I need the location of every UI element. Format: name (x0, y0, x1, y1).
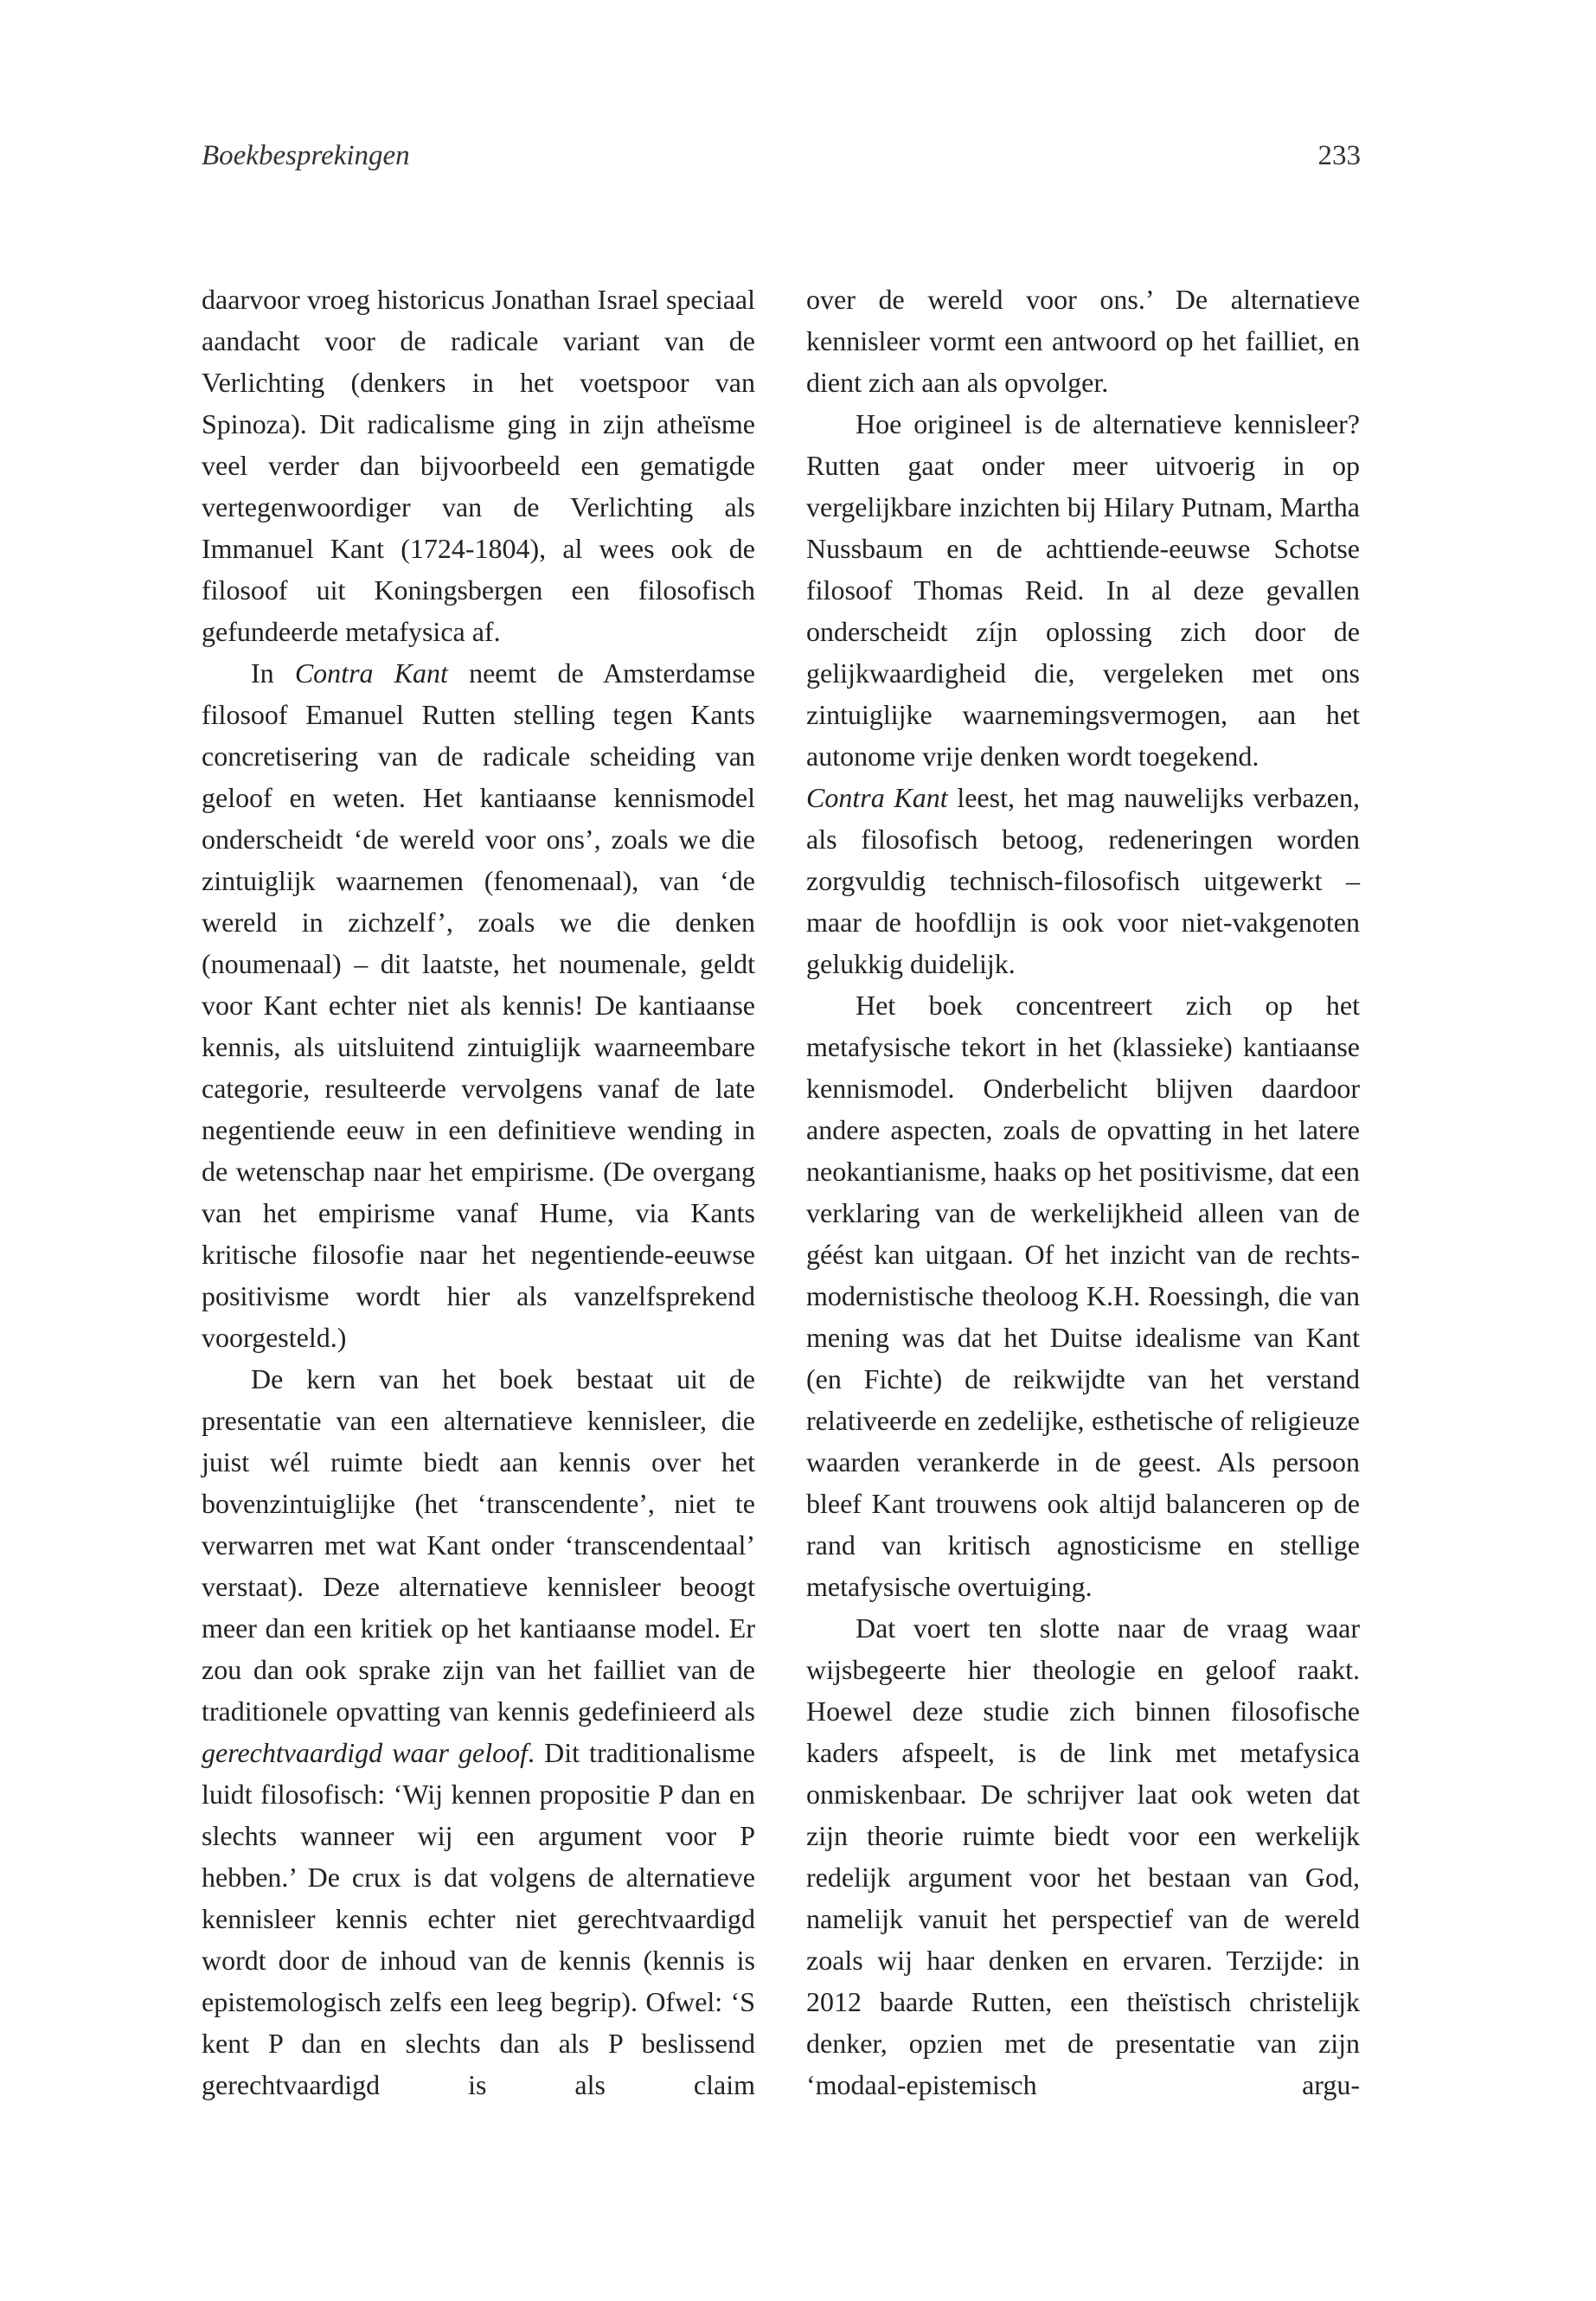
text-run: leest, het mag nauwelijks verbazen, als filosofisch betoog, redeneringen worden zorgvuldig technisch-filosofisch uitgewerkt – maar de hoofdlijn is ook voor niet-vakgenoten gelukkig duidelijk. (806, 782, 1361, 979)
paragraph: daarvoor vroeg historicus Jonathan Israel speciaal aandacht voor de radicale variant van de Verlichting (denkers in het voetspoor van Spinoza). Dit radicalisme ging in zijn atheïsme veel verder dan bijvoorbeeld een gematigde vertegenwoordiger van de Verlichting als Immanuel Kant (1724-1804), al wees ook de filosoof uit Koningsbergen een filosofisch gefundeerde metafysica af. (202, 284, 755, 647)
emphasis: gerechtvaardigd waar geloof (202, 1737, 529, 1768)
paragraph: Hoe origineel is de alternatieve kennisleer? Rutten gaat onder meer uitvoerig in op vergelijkbare inzichten bij Hilary Putnam, Martha Nussbaum en de achttiende-eeuwse Schotse filosoof Thomas Reid. In al deze gevallen onderscheidt zíjn oplossing zich door de gelijkwaardigheid die, vergeleken met ons zintuiglijke waarnemingsvermogen, aan het autonome vrije denken wordt toegekend. (806, 408, 1360, 772)
running-header: Boekbesprekingen (202, 140, 410, 171)
book-title: Contra Kant (294, 657, 448, 689)
left-column (202, 279, 755, 2106)
paragraph: Dat voert ten slotte naar de vraag waar wijsbegeerte hier theologie en geloof raakt. Hoewel deze studie zich binnen filosofische kaders afspeelt, is de link met metafysica onmiskenbaar. De schrijver laat ook weten dat zijn theorie ruimte biedt voor een werkelijk redelijk argument voor het bestaan van God, namelijk vanuit het perspectief van de wereld zoals wij haar denken en ervaren. Terzijde: in 2012 baarde Rutten, een theïstisch christelijk denker, opzien met de presentatie van zijn ‘modaal-epistemisch argu- (806, 1612, 1360, 2100)
book-title: Contra Kant (806, 782, 948, 813)
paragraph (202, 652, 755, 1358)
right-column (806, 279, 1360, 2106)
paragraph: Het boek concentreert zich op het metafysische tekort in het (klassieke) kantiaanse kennismodel. Onderbelicht blijven daardoor andere aspecten, zoals de opvatting in het latere neokantianisme, haaks op het positivisme, dat een verklaring van de werkelijkheid alleen van de géést kan uitgaan. Of het inzicht van de rechts-modernistische theoloog K.H. Roessingh, die van mening was dat het Duitse idealisme van Kant (en Fichte) de reikwijdte van het verstand relativeerde en zedelijke, esthetische of religieuze waarden verankerde in de geest. Als persoon bleef Kant trouwens ook altijd balanceren op de rand van kritisch agnosticisme en stellige metafysische overtuiging. (806, 990, 1360, 1602)
text-run: . Dit traditionalisme luidt filosofisch: ‘Wij kennen propositie P dan en slechts wanneer wij een argument voor P hebben.’ De crux is dat volgens de alternatieve kennisleer kennis echter niet gerechtvaardigd wordt door de inhoud van de kennis (kennis is epistemologisch zelfs een leeg begrip). Ofwel: ‘S kent P dan en slechts dan als P beslissend gerechtvaardigd is als claim (202, 1737, 755, 2100)
paragraph (202, 1358, 755, 2106)
text-run: neemt de Amsterdamse filosoof Emanuel Rutten stelling tegen Kants concretisering van de radicale scheiding van geloof en weten. Het kantiaanse kennismodel onderscheidt ‘de wereld voor ons’, zoals we die zintuiglijk waarnemen (fenomenaal), van ‘de wereld in zichzelf’, zoals we die denken (noumenaal) – dit laatste, het noumenale, geldt voor Kant echter niet als kennis! De kantiaanse kennis, als uitsluitend zintuiglijk waarneembare categorie, resulteerde vervolgens vanaf de late negentiende eeuw in een definitieve wending in de wetenschap naar het empirisme. (De overgang van het empirisme vanaf Hume, via Kants kritische filosofie naar het negentiende-eeuwse positivisme wordt hier als vanzelfsprekend voorgesteld.) (202, 657, 756, 1353)
text-run: In (251, 657, 295, 689)
page-number: 233 (1317, 140, 1361, 171)
text-run: De kern van het boek bestaat uit de presentatie van een alternatieve kennisleer, die juist wél ruimte biedt aan kennis over het bovenzintuiglijke (het ‘transcendente’, niet te verwarren met wat Kant onder ‘transcendentaal’ verstaat). Deze alternatieve kennisleer beoogt meer dan een kritiek op het kantiaanse model. Er zou dan ook sprake zijn van het failliet van de traditionele opvatting van kennis gedefinieerd als (202, 1363, 755, 1727)
paragraph: over de wereld voor ons.’ De alternatieve kennisleer vormt een antwoord op het failliet, en dient zich aan als opvolger. (806, 284, 1360, 398)
paragraph (806, 777, 1360, 984)
